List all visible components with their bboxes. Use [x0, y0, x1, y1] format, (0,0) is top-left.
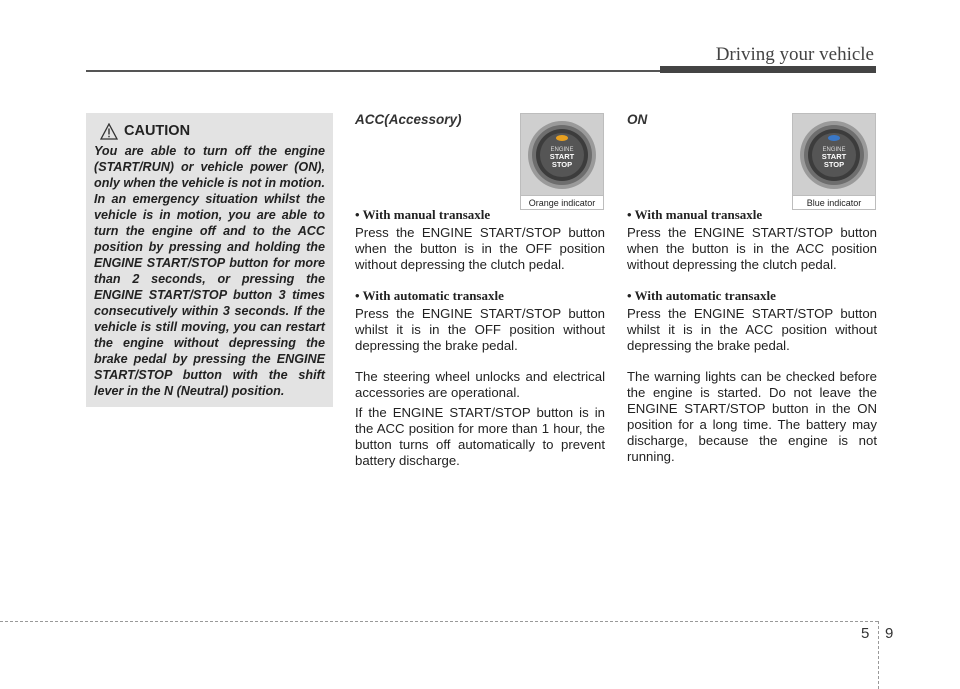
- header-rule-thin: [86, 70, 660, 72]
- button-text-engine: ENGINE: [550, 147, 574, 153]
- chapter-number: 5: [861, 625, 870, 642]
- acc-auto-label: • With automatic transaxle: [355, 288, 504, 303]
- page-number: 9: [885, 625, 894, 642]
- acc-section: [355, 112, 605, 128]
- header-rule-thick: [660, 66, 876, 73]
- on-figure-caption: Blue indicator: [793, 195, 875, 209]
- on-section: [627, 112, 877, 128]
- button-text-stop: STOP: [823, 160, 845, 169]
- on-auto-text: Press the ENGINE START/STOP button whilst it is in the ACC position without depressing the brake pedal.: [627, 306, 877, 353]
- acc-manual-label: • With manual transaxle: [355, 207, 491, 222]
- caution-title: CAUTION: [124, 123, 191, 139]
- warning-triangle-icon: [100, 123, 118, 140]
- caution-header: [100, 121, 325, 141]
- on-manual-text: Press the ENGINE START/STOP button when the button is in the ACC position without depressing the clutch pedal.: [627, 225, 877, 272]
- caution-box: [86, 113, 333, 407]
- button-text-start: START: [821, 152, 847, 161]
- on-heading: ON: [627, 112, 648, 127]
- button-text-stop: STOP: [551, 160, 573, 169]
- caution-body: You are able to turn off the engine (START/RUN) or vehicle power (ON), only when the vehicle is not in motion. In an emergency situation whilst the vehicle is in motion, you are able to turn the engine off and to the ACC position by pressing and holding the ENGINE START/STOP button for more than 2 seconds, or pressing the ENGINE START/STOP button 3 times consecutively within 3 seconds. If the vehicle is still moving, you can restart the engine without depressing the brake pedal by pressing the ENGINE START/STOP button with the shift lever in the N (Neutral) position.: [94, 144, 325, 398]
- page-header-title: Driving your vehicle: [715, 44, 874, 65]
- acc-figure-caption: Orange indicator: [521, 195, 603, 209]
- start-stop-button-blue-icon: [798, 118, 870, 192]
- acc-manual-text: Press the ENGINE START/STOP button when the button is in the OFF position without depressing the clutch pedal.: [355, 225, 605, 272]
- button-text-engine: ENGINE: [822, 147, 846, 153]
- on-body: [627, 207, 877, 465]
- acc-body: [355, 207, 605, 469]
- acc-paragraph-1: The steering wheel unlocks and electrical accessories are operational.: [355, 369, 605, 400]
- acc-paragraph-2: If the ENGINE START/STOP button is in the ACC position for more than 1 hour, the button turns off automatically to prevent battery discharge.: [355, 405, 605, 468]
- acc-auto-text: Press the ENGINE START/STOP button whilst it is in the OFF position without depressing the brake pedal.: [355, 306, 605, 353]
- on-manual-label: • With manual transaxle: [627, 207, 763, 222]
- start-stop-button-orange-icon: [526, 118, 598, 192]
- footer-dashed-rule: [0, 621, 878, 622]
- on-paragraph-1: The warning lights can be checked before the engine is started. Do not leave the ENGINE START/STOP button in the ON position for a long time. The battery may discharge, because the engine is not running.: [627, 369, 877, 464]
- on-auto-label: • With automatic transaxle: [627, 288, 776, 303]
- button-text-start: START: [549, 152, 575, 161]
- footer-dashed-divider: [878, 621, 879, 689]
- acc-heading: ACC(Accessory): [355, 112, 462, 127]
